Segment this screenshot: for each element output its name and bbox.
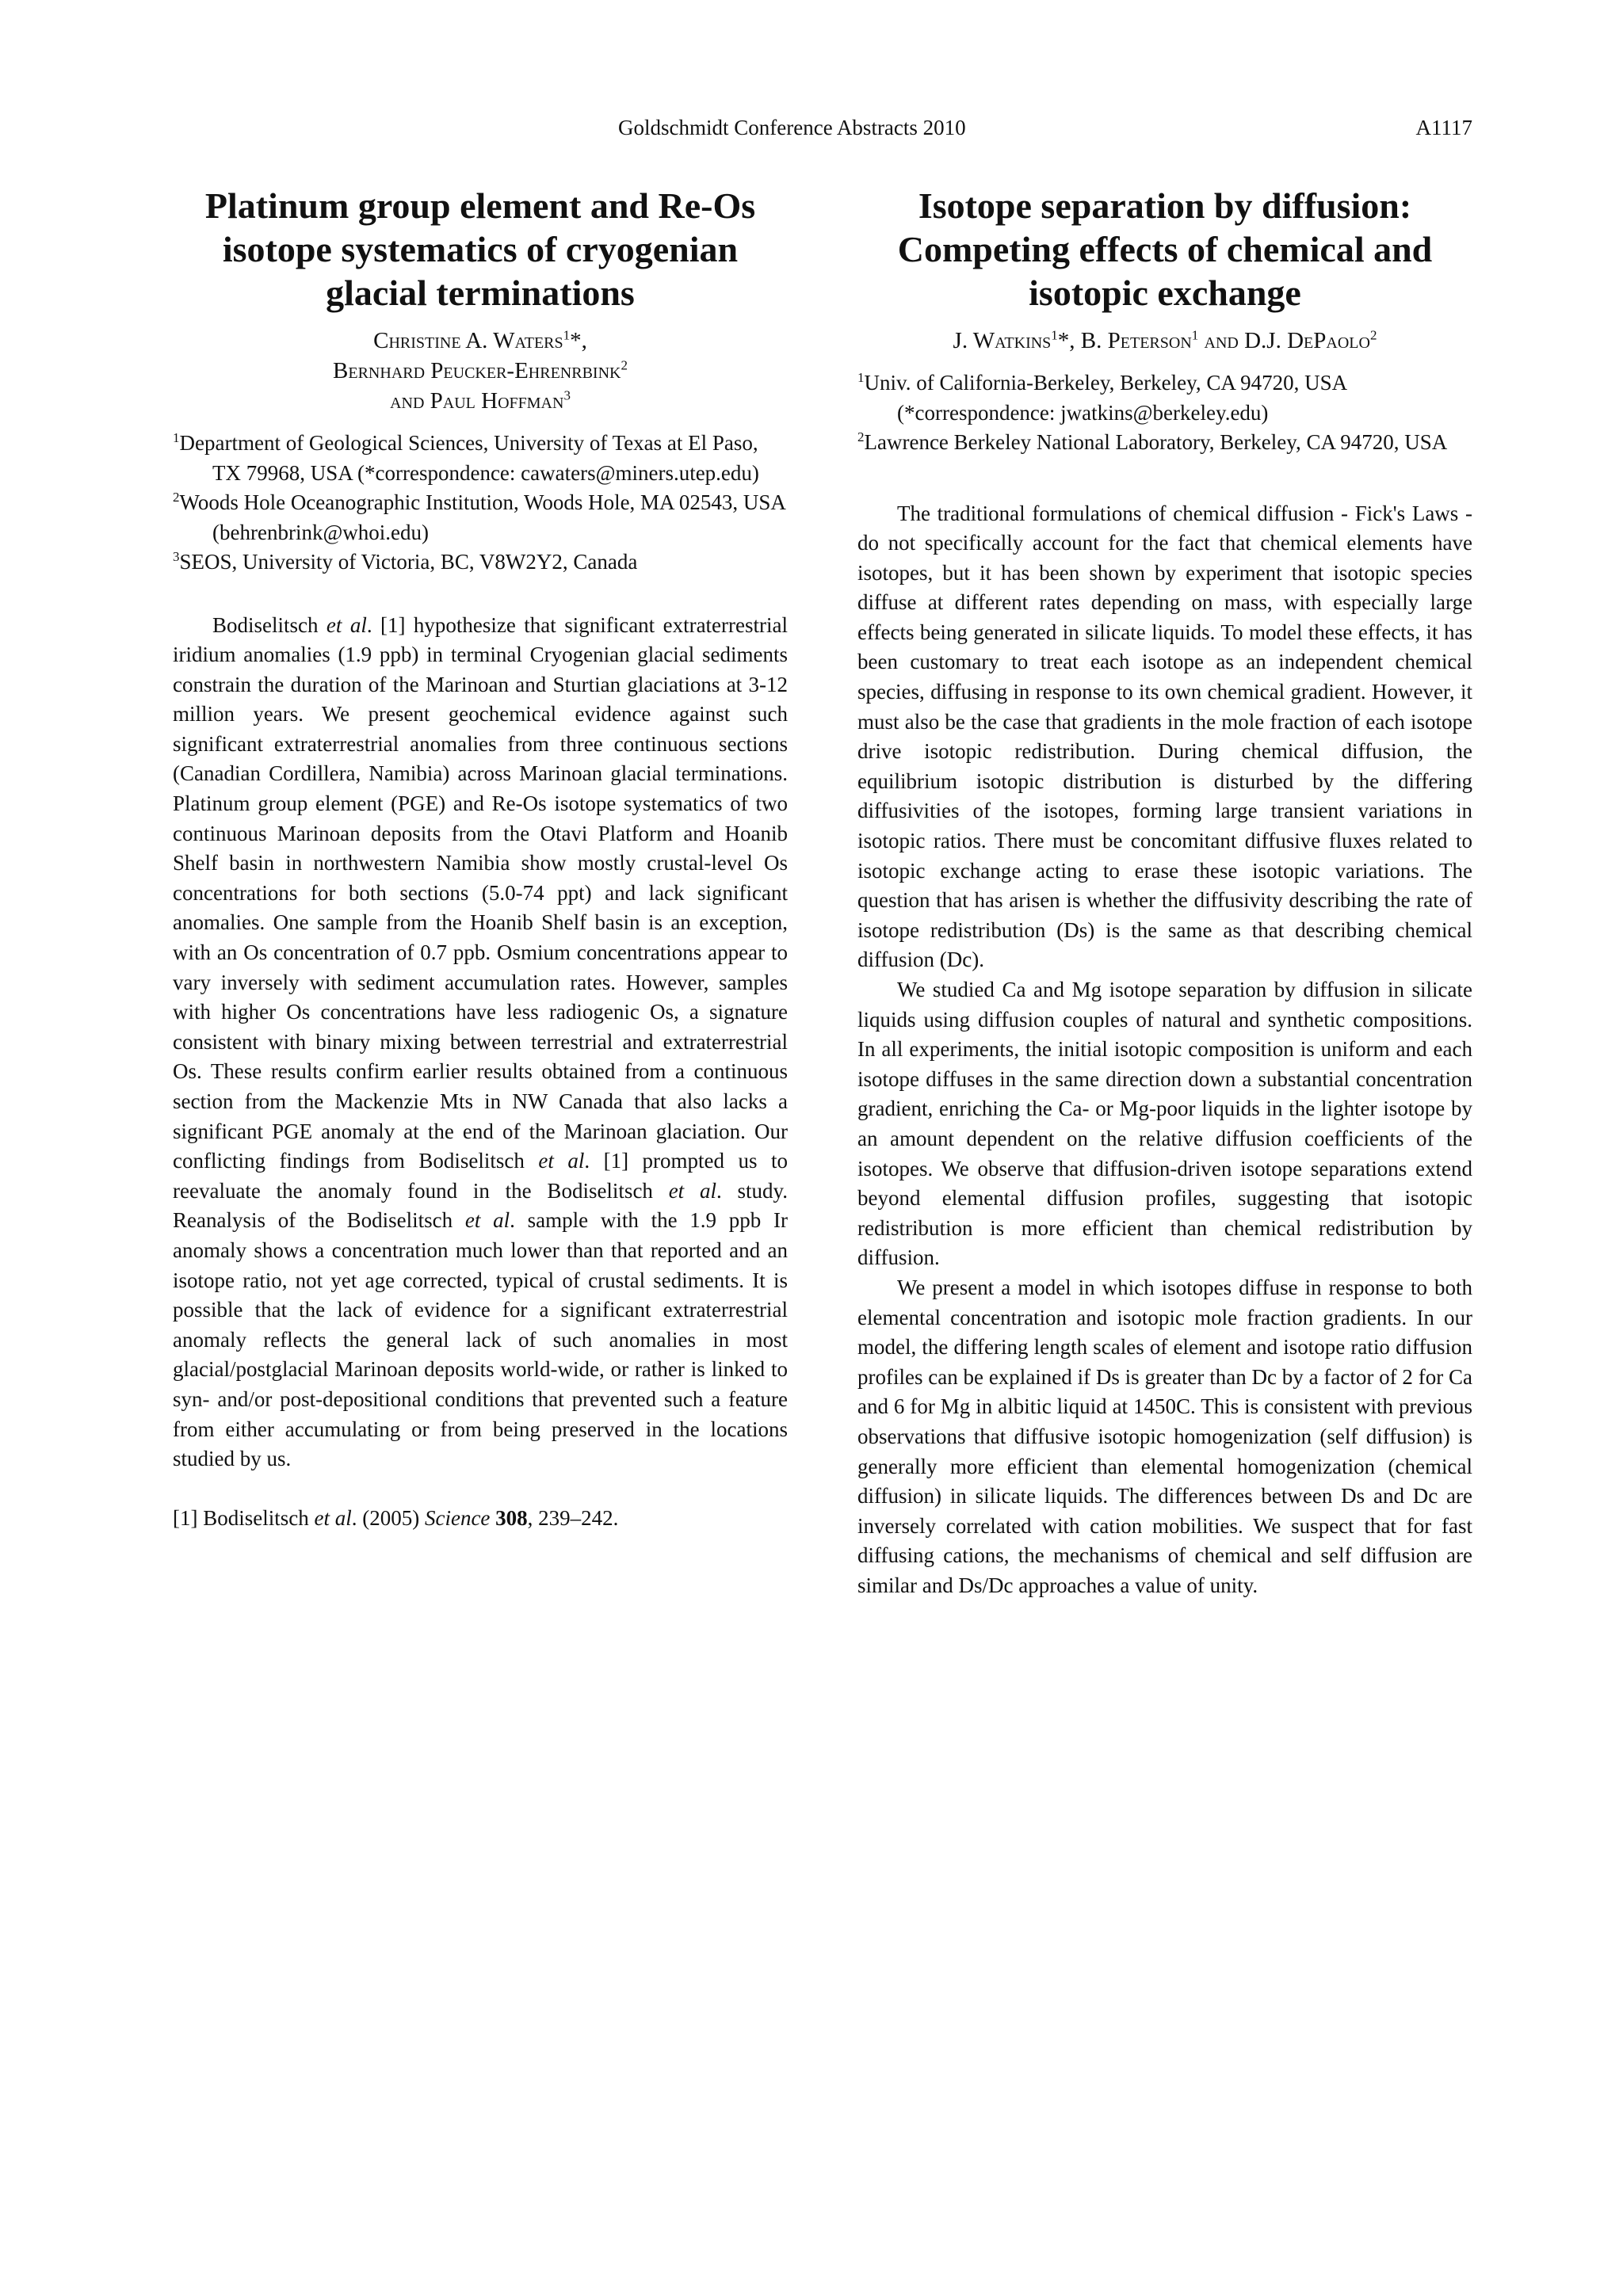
author-line bbox=[173, 356, 788, 386]
affiliation-sup: 1 bbox=[857, 370, 865, 385]
affiliation-sup: 2 bbox=[173, 490, 180, 505]
body-paragraph bbox=[173, 611, 788, 1474]
author-name: Christine A. Waters bbox=[373, 328, 563, 353]
body-paragraph: We present a model in which isotopes diffuse in response to both elemental concentration and isotopic mole fraction gradients. In our model, the differing length scales of element and isotope ratio diffusion profiles can be explained if Ds is greater than Dc by a factor of 2 for Ca and 6 for Mg in albitic liquid at 1450C. This is consistent with previous observations that diffusive isotopic homogenization (self diffusion) is generally more efficient than elemental homogenization (chemical diffusion) in silicate liquids. The differences between Ds and Dc are inversely correlated with cation mobilities. We suspect that for fast diffusing cations, the mechanisms of chemical and self diffusion are similar and Ds/Dc approaches a value of unity. bbox=[857, 1275, 1472, 1597]
reference-text: . (2005) bbox=[351, 1505, 425, 1530]
affiliation-text: Univ. of California-Berkeley, Berkeley, CA 94720, USA (*correspondence: jwatkins@berkeley.edu) bbox=[864, 371, 1346, 425]
author-sup: 2 bbox=[621, 357, 628, 373]
affiliation-text: Woods Hole Oceanographic Institution, Woods Hole, MA 02543, USA (behrenbrink@whoi.edu) bbox=[179, 490, 785, 544]
right-abstract bbox=[857, 184, 1472, 1600]
body-italic: et al bbox=[538, 1149, 585, 1173]
author-sup: 2 bbox=[1369, 327, 1377, 343]
reference-journal: Science bbox=[424, 1505, 491, 1530]
reference-text: [1] Bodiselitsch bbox=[173, 1505, 315, 1530]
affiliation-text: Lawrence Berkeley National Laboratory, Berkeley, CA 94720, USA bbox=[864, 430, 1448, 454]
affiliation-list bbox=[857, 368, 1472, 458]
author-line bbox=[173, 326, 788, 356]
abstract-body bbox=[857, 499, 1472, 1601]
author-sup: 1 bbox=[1191, 327, 1199, 343]
body-text: . [1] prompted us to reevaluate the anomaly found in the Bodiselitsch bbox=[173, 1149, 788, 1203]
body-italic: et al bbox=[464, 1208, 510, 1233]
reference-italic: et al bbox=[314, 1505, 352, 1530]
author-sup: 1 bbox=[1051, 327, 1058, 343]
author-name: and Paul Hoffman bbox=[390, 388, 564, 414]
body-text: . [1] hypothesize that significant extraterrestrial iridium anomalies (1.9 ppb) in terminal Cryogenian glacial sediments constrain the duration of the Marinoan and Sturtian glaciations at 3-12 million years. We present geochemical evidence against such significant extraterrestrial anomalies from three continuous sections (Canadian Cordillera, Namibia) across Marinoan glacial terminations. Platinum group element (PGE) and Re-Os isotope systematics of two continuous Marinoan deposits from the Otavi Platform and Hoanib Shelf basin in northwestern Namibia show mostly crustal-level Os concentrations for both sections (5.0-74 ppt) and lack significant anomalies. One sample from the Hoanib Shelf basin is an exception, with an Os concentration of 0.7 ppb. Osmium concentrations appear to vary inversely with sediment accumulation rates. However, samples with higher Os concentrations have less radiogenic Os, a signature consistent with binary mixing between terrestrial and extraterrestrial Os. These results confirm earlier results obtained from a continuous section from the Mackenzie Mts in NW Canada that also lacks a significant PGE anomaly at the end of the Marinoan glaciation. Our conflicting findings from Bodiselitsch bbox=[173, 612, 788, 1173]
author-line bbox=[857, 326, 1472, 356]
abstract-title: Platinum group element and Re-Os isotope systematics of cryogenian glacial terminations bbox=[204, 185, 756, 313]
affiliation-sup: 2 bbox=[857, 429, 865, 444]
author-name: and D.J. DePaolo bbox=[1198, 328, 1370, 353]
affiliation-list bbox=[173, 429, 788, 578]
author-list bbox=[857, 326, 1472, 356]
affiliation-sup: 3 bbox=[173, 549, 180, 564]
body-paragraph: We studied Ca and Mg isotope separation by diffusion in silicate liquids using diffusion couples of natural and synthetic compositions. In all experiments, the initial isotopic composition is uniform and each isotope diffuses in the same direction down a substantial concentration gradient, enriching the Ca- or Mg-poor liquids in the lighter isotope by an amount dependent on the relative diffusion coefficients of the isotopes. We observe that diffusion-driven isotope separations extend beyond elemental diffusion profiles, suggesting that isotopic redistribution is more efficient than chemical redistribution by diffusion. bbox=[857, 978, 1472, 1270]
body-paragraph: The traditional formulations of chemical diffusion - Fick's Laws - do not specifically account for the fact that chemical elements have isotopes, but it has been shown by experiment that isotopic species diffuse at different rates depending on mass, with especially large effects being generated in silicate liquids. To model these effects, it has been customary to treat each isotope as an independent chemical species, diffusing in response to its own chemical gradient. However, it must also be the case that gradients in the mole fraction of each isotope drive isotopic redistribution. During chemical diffusion, the equilibrium isotopic distribution is disturbed by the differing diffusivities of the isotopes, forming large transient variations in isotopic ratios. There must be concomitant diffusive fluxes related to isotopic exchange acting to erase these isotopic variations. The question that has arisen is whether the diffusivity describing the rate of isotope redistribution (Ds) is the same as that describing chemical diffusion (Dc). bbox=[857, 501, 1472, 972]
abstract-body bbox=[173, 611, 788, 1474]
left-abstract bbox=[173, 184, 788, 1533]
affiliation-sup: 1 bbox=[173, 430, 180, 445]
author-mark: *, bbox=[1057, 328, 1081, 353]
author-name: Bernhard Peucker-Ehrenrbink bbox=[333, 358, 621, 383]
reference-volume: 308 bbox=[495, 1505, 528, 1530]
reference-pages: , 239–242. bbox=[527, 1505, 619, 1530]
affiliation-text: Department of Geological Sciences, University of Texas at El Paso, TX 79968, USA (*correspondence: cawaters@miners.utep.edu) bbox=[179, 431, 759, 485]
body-text: . sample with the 1.9 ppb Ir anomaly shows a concentration much lower than that reported and an isotope ratio, not yet age corrected, typical of crustal sediments. It is possible that the lack of evidence for a significant extraterrestrial anomaly reflects the general lack of such anomalies in most glacial/postglacial Marinoan deposits world-wide, or rather is linked to syn- and/or post-depositional conditions that prevented such a feature from either accumulating or from being preserved in the locations studied by us. bbox=[173, 1208, 789, 1471]
affiliation bbox=[173, 488, 788, 547]
running-header bbox=[0, 116, 1623, 147]
body-text: . study. Reanalysis of the Bodiselitsch bbox=[173, 1178, 788, 1233]
journal-title: Goldschmidt Conference Abstracts 2010 bbox=[618, 116, 966, 139]
affiliation bbox=[857, 428, 1472, 458]
reference bbox=[173, 1504, 788, 1534]
author-list bbox=[173, 326, 788, 416]
abstract-title: Isotope separation by diffusion: Competing effects of chemical and isotopic exchange bbox=[897, 185, 1433, 313]
author-sup: 3 bbox=[563, 387, 571, 403]
affiliation bbox=[173, 429, 788, 488]
affiliation bbox=[857, 368, 1472, 428]
page-number: A1117 bbox=[1415, 116, 1472, 139]
author-name: B. Peterson bbox=[1080, 328, 1192, 353]
body-text: Bodiselitsch bbox=[212, 612, 327, 637]
author-name: J. Watkins bbox=[953, 328, 1052, 353]
body-italic: et al bbox=[326, 612, 367, 637]
author-sup: 1 bbox=[563, 327, 571, 343]
affiliation-text: SEOS, University of Victoria, BC, V8W2Y2, Canada bbox=[179, 550, 638, 574]
author-mark: *, bbox=[570, 328, 587, 353]
body-italic: et al bbox=[668, 1178, 716, 1203]
affiliation bbox=[173, 547, 788, 578]
author-line bbox=[173, 386, 788, 416]
